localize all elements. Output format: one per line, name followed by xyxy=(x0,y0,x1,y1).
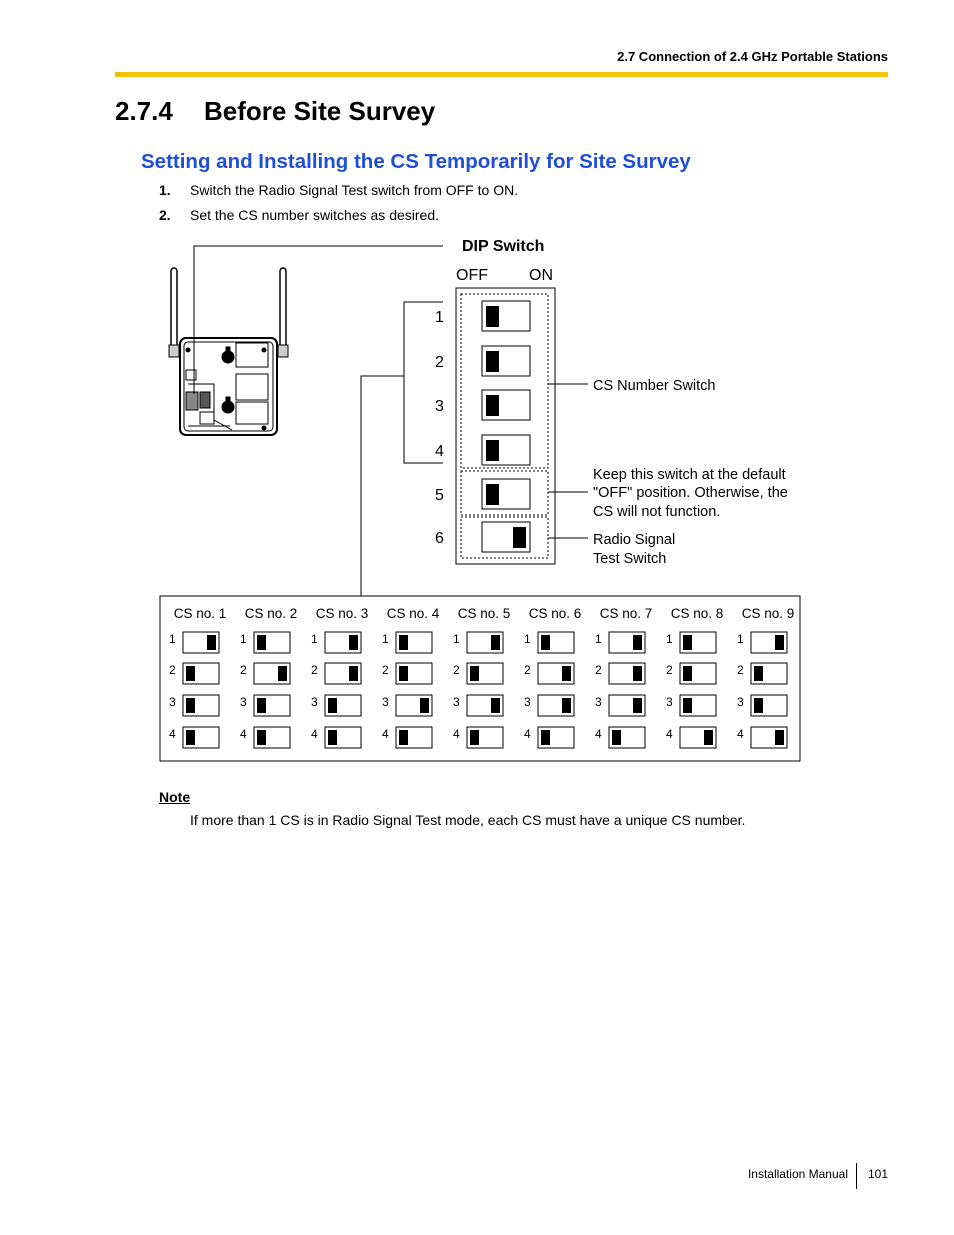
cs-row-label: 3 xyxy=(737,695,744,709)
cs-switch-knob xyxy=(186,730,195,745)
cs-switch-knob xyxy=(470,730,479,745)
cs-switch-knob xyxy=(562,666,571,681)
dip-switch-knob xyxy=(513,527,526,548)
cs-row-label: 2 xyxy=(595,663,602,677)
dip-switch-knob xyxy=(486,440,499,461)
cs-row-label: 4 xyxy=(169,727,176,741)
cs-switch-knob xyxy=(349,666,358,681)
callout-radio-line-2: Test Switch xyxy=(593,551,667,567)
cs-column-label: CS no. 4 xyxy=(386,606,440,621)
cs-row-label: 1 xyxy=(240,632,247,646)
note-heading: Note xyxy=(159,789,191,805)
cs-switch-knob xyxy=(399,730,408,745)
cs-row-label: 4 xyxy=(595,727,602,741)
cs-switch-knob xyxy=(562,698,571,713)
cs-switch-knob xyxy=(633,698,642,713)
cs-switch-knob xyxy=(491,698,500,713)
cs-column-label: CS no. 5 xyxy=(457,606,511,621)
cs-column-label: CS no. 1 xyxy=(173,606,227,621)
cs-switch-knob xyxy=(328,730,337,745)
table-leader-line xyxy=(361,376,404,596)
cs-switch-knob xyxy=(633,635,642,650)
off-label: OFF xyxy=(456,267,488,284)
section-number: 2.7.4 xyxy=(115,96,173,126)
cs-switch-knob xyxy=(704,730,713,745)
cs-row-label: 1 xyxy=(169,632,176,646)
cs-row-label: 1 xyxy=(382,632,389,646)
cs-switch-knob xyxy=(399,666,408,681)
callout-keep-line-3: CS will not function. xyxy=(593,504,721,520)
cs-switch-knob xyxy=(612,730,621,745)
running-header: 2.7 Connection of 2.4 GHz Portable Stations xyxy=(617,49,888,64)
callout-radio-line-1: Radio Signal xyxy=(593,532,676,548)
cs-switch-knob xyxy=(349,635,358,650)
cs-row-label: 2 xyxy=(240,663,247,677)
cs-row-label: 4 xyxy=(311,727,318,741)
cs-number-bracket xyxy=(404,302,443,463)
cs-switch-knob xyxy=(541,635,550,650)
cs-switch-knob xyxy=(186,666,195,681)
callout-keep-line-2: "OFF" position. Otherwise, the xyxy=(593,485,788,501)
cs-switch-knob xyxy=(328,698,337,713)
cs-row-label: 1 xyxy=(595,632,602,646)
cs-row-label: 4 xyxy=(240,727,247,741)
cs-row-label: 3 xyxy=(524,695,531,709)
cs-row-label: 4 xyxy=(737,727,744,741)
cs-row-label: 1 xyxy=(524,632,531,646)
cs-switch-knob xyxy=(257,730,266,745)
dip-switch-knob xyxy=(486,395,499,416)
switch-number-label: 3 xyxy=(435,398,444,415)
cs-column-label: CS no. 3 xyxy=(315,606,369,621)
dip-switch-knob xyxy=(486,484,499,505)
cs-switch-knob xyxy=(775,730,784,745)
cs-column-label: CS no. 6 xyxy=(528,606,582,621)
footer-label: Installation Manual xyxy=(747,1167,848,1181)
cs-row-label: 3 xyxy=(240,695,247,709)
cs-switch-knob xyxy=(278,666,287,681)
cs-row-label: 3 xyxy=(453,695,460,709)
cs-row-label: 2 xyxy=(453,663,460,677)
switch-number-label: 2 xyxy=(435,354,444,371)
cs-row-label: 3 xyxy=(169,695,176,709)
cs-row-label: 4 xyxy=(524,727,531,741)
cs-switch-knob xyxy=(491,635,500,650)
switch-number-label: 4 xyxy=(435,443,444,460)
cs-row-label: 4 xyxy=(382,727,389,741)
step-text: Set the CS number switches as desired. xyxy=(190,207,440,223)
dip-switch-knob xyxy=(486,351,499,372)
cs-row-label: 3 xyxy=(382,695,389,709)
cs-switch-knob xyxy=(399,635,408,650)
section-title: Before Site Survey xyxy=(204,96,436,126)
footer-divider xyxy=(856,1163,857,1189)
cs-switch-knob xyxy=(683,666,692,681)
cs-row-label: 1 xyxy=(737,632,744,646)
cs-column-label: CS no. 9 xyxy=(741,606,795,621)
cs-switch-knob xyxy=(754,698,763,713)
cs-row-label: 2 xyxy=(737,663,744,677)
cs-switch-knob xyxy=(541,730,550,745)
cs-switch-knob xyxy=(257,635,266,650)
cs-switch-knob xyxy=(754,666,763,681)
switch-number-label: 5 xyxy=(435,487,444,504)
dip-switch-knob xyxy=(486,306,499,327)
cs-row-label: 1 xyxy=(311,632,318,646)
page-number: 101 xyxy=(868,1167,889,1181)
switch-number-label: 1 xyxy=(435,309,444,326)
cs-switch-knob xyxy=(420,698,429,713)
cs-row-label: 1 xyxy=(453,632,460,646)
cs-switch-knob xyxy=(775,635,784,650)
switch-number-label: 6 xyxy=(435,530,444,547)
cs-row-label: 2 xyxy=(311,663,318,677)
cs-row-label: 3 xyxy=(595,695,602,709)
cs-row-label: 2 xyxy=(666,663,673,677)
cs-row-label: 2 xyxy=(382,663,389,677)
cs-row-label: 3 xyxy=(311,695,318,709)
subheading: Setting and Installing the CS Temporarily for Site Survey xyxy=(141,150,691,173)
note-text: If more than 1 CS is in Radio Signal Test mode, each CS must have a unique CS number. xyxy=(190,812,746,828)
cs-switch-knob xyxy=(207,635,216,650)
cs-switch-knob xyxy=(683,635,692,650)
cs-row-label: 4 xyxy=(666,727,673,741)
cs-column-label: CS no. 8 xyxy=(670,606,724,621)
cs-unit-illustration xyxy=(169,268,288,435)
cs-switch-knob xyxy=(470,666,479,681)
cs-row-label: 4 xyxy=(453,727,460,741)
cs-switch-knob xyxy=(633,666,642,681)
step-number: 2. xyxy=(159,207,171,223)
cs-switch-knob xyxy=(683,698,692,713)
step-number: 1. xyxy=(159,182,171,198)
cs-column-label: CS no. 7 xyxy=(599,606,653,621)
cs-column-label: CS no. 2 xyxy=(244,606,298,621)
cs-switch-knob xyxy=(257,698,266,713)
step-text: Switch the Radio Signal Test switch from OFF to ON. xyxy=(190,182,519,198)
cs-row-label: 3 xyxy=(666,695,673,709)
cs-row-label: 2 xyxy=(524,663,531,677)
cs-switch-knob xyxy=(186,698,195,713)
callout-cs-number: CS Number Switch xyxy=(593,378,716,394)
callout-keep-line-1: Keep this switch at the default xyxy=(593,467,786,483)
on-label: ON xyxy=(529,267,553,284)
cs-row-label: 2 xyxy=(169,663,176,677)
cs-row-label: 1 xyxy=(666,632,673,646)
dip-switch-title: DIP Switch xyxy=(462,238,545,255)
